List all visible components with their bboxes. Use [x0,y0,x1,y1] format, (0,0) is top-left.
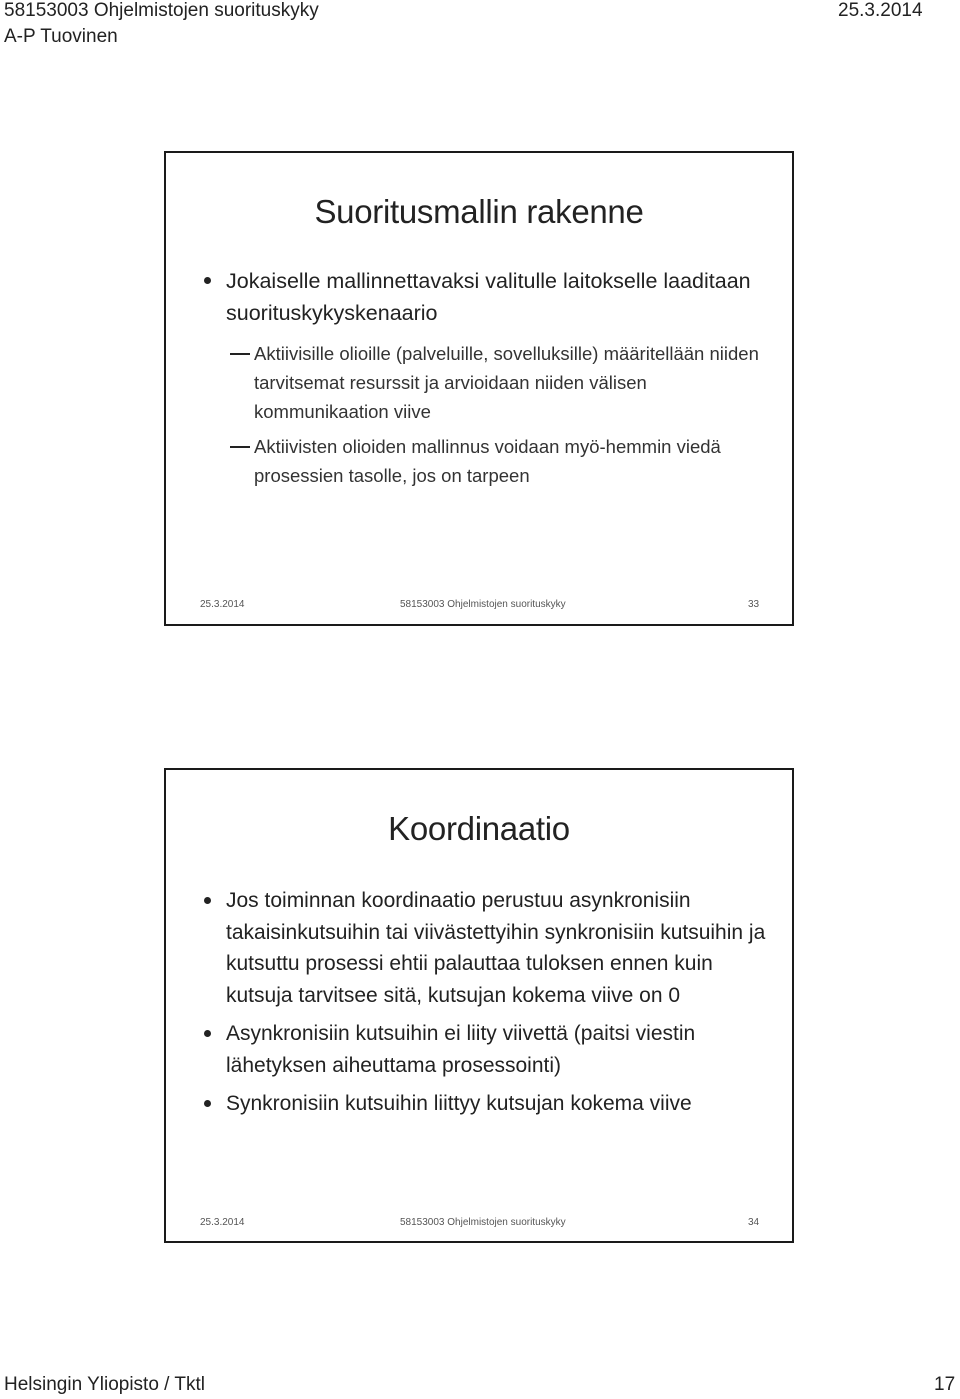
footer-page-number: 17 [934,1374,956,1395]
subbullet-text: Aktiivisille olioille (palveluille, sovelluksille) määritellään niiden tarvitsemat resurssit ja arvioidaan niiden välisen kommunikaation viive [254,343,759,422]
header-date: 25.3.2014 [838,0,923,21]
bullet-text: Jokaiselle mallinnettavaksi valitulle laitokselle laaditaan suorituskykyskenaario [226,269,751,325]
bullet-item [166,1018,792,1081]
slide-title: Koordinaatio [388,810,570,847]
bullet-text: Jos toiminnan koordinaatio perustuu asynkronisiin takaisinkutsuihin tai viivästettyihin synkronisiin kutsuihin ja kutsuttu prosessi ehtii palauttaa tuloksen ennen kuin kutsuja tarvitsee sitä, kutsujan kokema viive on 0 [226,889,766,1007]
footer-institution: Helsingin Yliopisto / Tktl [4,1374,206,1395]
slide-footer-page: 33 [748,599,760,610]
dash-icon [230,353,250,355]
slide-footer-course: 58153003 Ohjelmistojen suorituskyky [400,1217,566,1228]
bullet-text: Asynkronisiin kutsuihin ei liity viivettä (paitsi viestin lähetyksen aiheuttama prosessointi) [226,1022,696,1077]
bullet-text: Synkronisiin kutsuihin liittyy kutsujan kokema viive [226,1092,692,1115]
bullet-list [166,265,792,490]
bullet-item [166,265,792,329]
slide-footer-course: 58153003 Ohjelmistojen suorituskyky [400,599,566,610]
dash-icon [230,446,250,448]
bullet-list [166,885,792,1120]
slide-footer-date: 25.3.2014 [200,599,245,610]
bullet-item [166,1088,792,1120]
bullet-dot-icon [204,1030,211,1037]
slide-footer-page: 34 [748,1217,760,1228]
bullet-dot-icon [204,1100,211,1107]
subbullet-text: Aktiivisten olioiden mallinnus voidaan myö-hemmin viedä prosessien tasolle, jos on tarpeen [254,436,721,486]
slide-34 [164,768,794,1243]
header-course: 58153003 Ohjelmistojen suorituskyky [4,0,319,21]
slide-title: Suoritusmallin rakenne [314,193,644,230]
header-author: A-P Tuovinen [4,26,118,47]
subbullet-item [166,339,792,426]
slide-33 [164,151,794,626]
bullet-item [166,885,792,1011]
bullet-dot-icon [204,897,211,904]
bullet-dot-icon [204,277,211,284]
subbullet-item [166,432,792,490]
slide-footer-date: 25.3.2014 [200,1217,245,1228]
